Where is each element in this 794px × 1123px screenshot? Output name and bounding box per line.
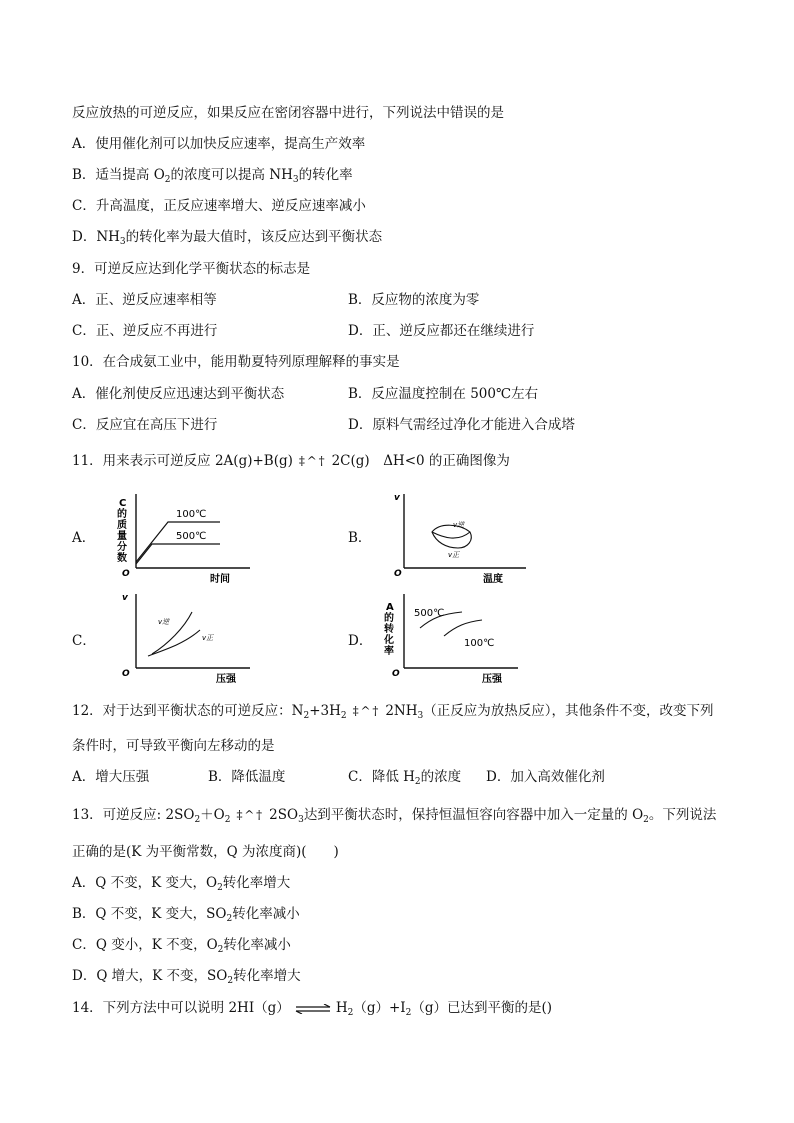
graph-a-label-100: 100℃: [176, 509, 207, 520]
q11-label-d: D．: [348, 633, 373, 649]
q12-option-d: D．加入高效催化剂: [486, 769, 605, 785]
q10-option-b: B．反应温度控制在 500℃左右: [348, 386, 539, 402]
q11-graph-b: [388, 492, 538, 584]
svg-text:的: 的: [117, 509, 127, 520]
graph-c-origin: O: [122, 669, 130, 679]
graph-a-label-500: 500℃: [176, 531, 207, 542]
graph-d-label-100: 100℃: [464, 638, 495, 649]
q12-stem: 12．对于达到平衡状态的可逆反应：$N_2+3H_2$ ‡ ^ † $2NH_3$（正反应为放热反应），其他条件不变，改变下列: [72, 703, 714, 721]
equilibrium-arrow-icon: ‡ ^ †: [236, 808, 262, 822]
equilibrium-arrow-icon: ‡ ^ †: [352, 704, 378, 718]
q10-stem: 10．在合成氨工业中，能用勒夏特列原理解释的事实是: [72, 354, 400, 370]
svg-text:分: 分: [117, 542, 127, 553]
equilibrium-arrow-icon: [294, 1004, 332, 1014]
svg-text:化: 化: [384, 635, 394, 646]
q14-stem: 14．下列方法中可以说明 2HI（g） $H_2(g)+I_2(g)$已达到平衡的是(): [72, 1000, 553, 1018]
q13-option-b: B．Q 不变，K 变大，$SO_2$转化率减小: [72, 906, 300, 924]
q12-option-b: B．降低温度: [208, 769, 286, 785]
svg-text:C: C: [119, 498, 127, 509]
svg-text:A: A: [386, 602, 394, 613]
svg-text:质: 质: [117, 520, 127, 531]
graph-a-ylabel: [117, 498, 127, 564]
svg-text:数: 数: [117, 553, 127, 564]
q11-label-a: A．: [72, 530, 96, 546]
q11-label-c: C．: [72, 633, 96, 649]
q10-option-c: C．反应宜在高压下进行: [72, 417, 218, 433]
graph-b-label-vfwd: v正: [448, 551, 460, 559]
equilibrium-arrow-icon: ‡ ^ †: [298, 454, 324, 468]
svg-text:的: 的: [384, 613, 394, 624]
q8-option-d: D．$NH_3$的转化率为最大值时，该反应达到平衡状态: [72, 229, 383, 247]
q9-option-c: C．正、逆反应不再进行: [72, 323, 218, 339]
q10-option-d: D．原料气需经过净化才能进入合成塔: [348, 417, 575, 433]
svg-text:量: 量: [117, 531, 127, 542]
q12-option-c: C．降低 $H_2$的浓度: [348, 769, 462, 787]
q9-option-d: D．正、逆反应都还在继续进行: [348, 323, 535, 339]
graph-b-origin: O: [394, 569, 402, 579]
q8-option-a: A．使用催化剂可以加快反应速率，提高生产效率: [72, 136, 366, 152]
graph-b-label-vrev: v逆: [453, 521, 465, 529]
graph-a-xlabel: 时间: [210, 574, 230, 584]
graph-b-curves: [432, 525, 471, 548]
q11-graph-a: [108, 492, 258, 584]
graph-c-xlabel: 压强: [216, 674, 236, 684]
q13-option-c: C．Q 变小，K 不变，$O_2$转化率减小: [72, 937, 291, 955]
graph-a-origin: O: [122, 569, 130, 579]
q9-option-b: B．反应物的浓度为零: [348, 292, 480, 308]
q13-option-d: D．Q 增大，K 不变，$SO_2$转化率增大: [72, 968, 301, 986]
q12-option-a: A．增大压强: [72, 769, 150, 785]
graph-b-xlabel: 温度: [483, 574, 503, 584]
q11-label-b: B．: [348, 530, 372, 546]
graph-c-ylabel: v: [122, 593, 128, 603]
graph-b-ylabel: v: [394, 493, 400, 503]
graph-c-label-vfwd: v正: [202, 634, 214, 642]
q9-option-a: A．正、逆反应速率相等: [72, 292, 217, 308]
q8-option-c: C．升高温度，正反应速率增大、逆反应速率减小: [72, 198, 366, 214]
q13-stem: 13．可逆反应: $2SO_2+O_2$ ‡ ^ † $2SO_3$达到平衡状态时，保持恒温恒容向容器中加入一定量的 $O_2$。下列说法: [72, 807, 717, 825]
svg-text:率: 率: [384, 646, 394, 657]
q11-graph-d: [378, 592, 528, 684]
graph-d-xlabel: 压强: [482, 674, 502, 684]
graph-a-curve-100: [136, 522, 220, 562]
q9-stem: 9．可逆反应达到化学平衡状态的标志是: [72, 261, 311, 277]
q8-stem: 反应放热的可逆反应，如果反应在密闭容器中进行，下列说法中错误的是: [72, 105, 504, 121]
q11-graph-c: [108, 592, 258, 684]
graph-c-label-vrev: v逆: [158, 618, 170, 626]
q12-stem-line2: 条件时，可导致平衡向左移动的是: [72, 738, 275, 754]
graph-d-label-500: 500℃: [414, 608, 445, 619]
graph-d-ylabel: [383, 602, 394, 657]
q11-stem: 11．用来表示可逆反应 2A(g)+B(g) ‡ ^ † 2C(g) ΔH<0 的正确图像为: [72, 453, 510, 469]
graph-d-origin: O: [392, 669, 400, 679]
graph-d-curve-100: [444, 620, 482, 636]
q8-option-b: B．适当提高 $O_2$的浓度可以提高 $NH_3$的转化率: [72, 167, 353, 185]
q13-option-a: A．Q 不变，K 变大，$O_2$转化率增大: [72, 875, 291, 893]
q13-stem-line2: 正确的是(K 为平衡常数，Q 为浓度商)( ): [72, 844, 339, 860]
svg-text:转: 转: [384, 624, 394, 635]
q10-option-a: A．催化剂使反应迅速达到平衡状态: [72, 386, 285, 402]
